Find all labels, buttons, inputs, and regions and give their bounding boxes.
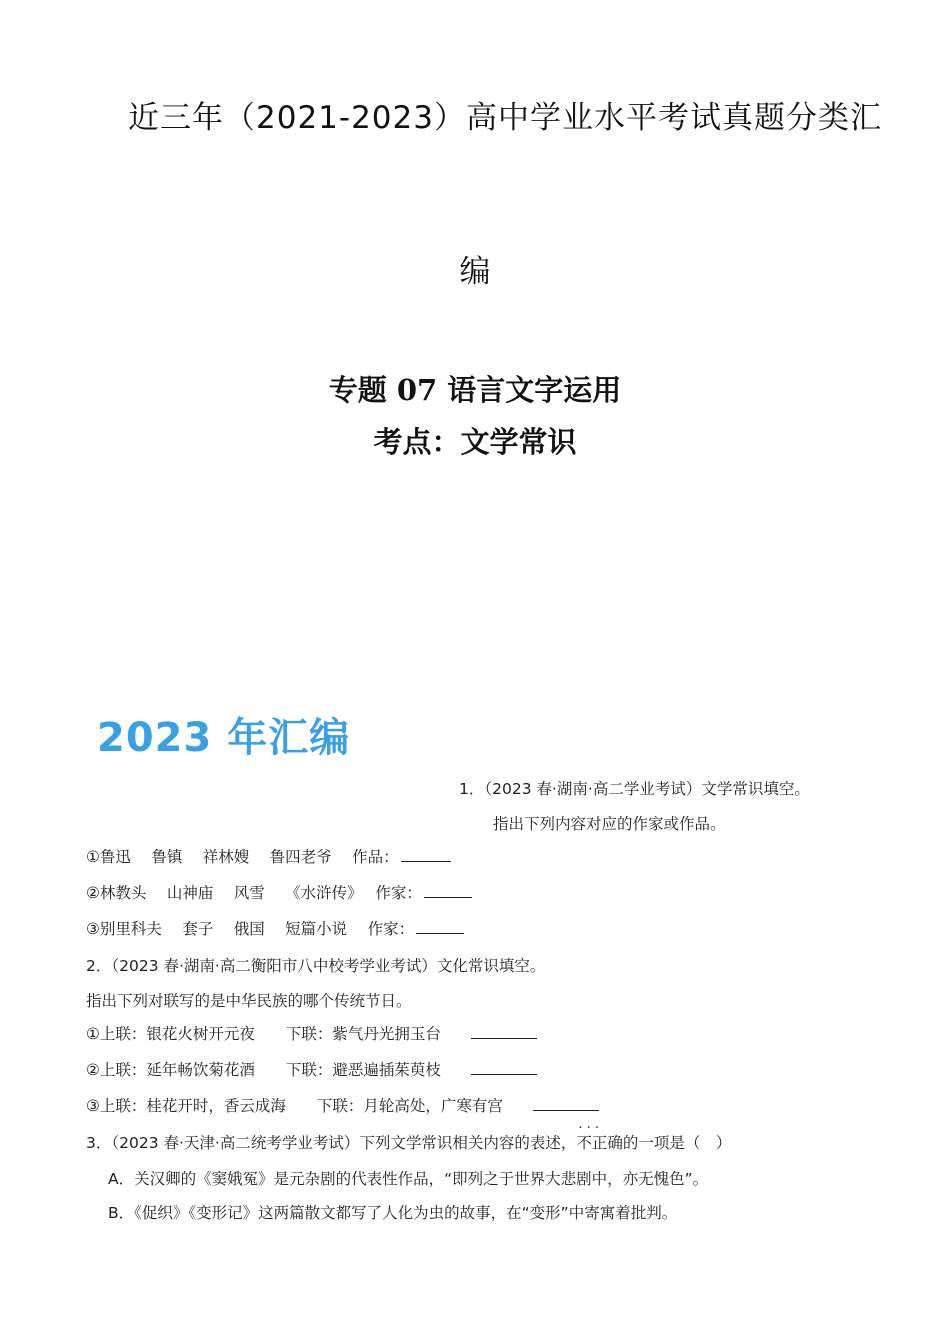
q2-stem: 2．（2023 春·湖南·高二衡阳市八中校考学业考试）文化常识填空。 xyxy=(86,957,546,975)
q2-instruction: 指出下列对联写的是中华民族的哪个传统节日。 xyxy=(86,992,412,1010)
point-heading: 考点：文学常识 xyxy=(373,425,577,459)
document-title-line2: 编 xyxy=(459,254,491,290)
answer-blank[interactable] xyxy=(471,1060,537,1075)
q3-stem: 3．（2023 春·天津·高二统考学业考试）下列文学常识相关内容的表述，· · · 不正确的一项是（ ） xyxy=(86,1131,731,1153)
q2-item-1: ①上联：银花火树开元夜 下联：紫气丹光拥玉台 xyxy=(86,1022,537,1044)
document-title-line1: 近三年（2021-2023）高中学业水平考试真题分类汇 xyxy=(128,100,882,136)
answer-blank[interactable] xyxy=(533,1096,599,1111)
topic-heading: 专题 07 语言文字运用 xyxy=(328,373,622,407)
q2-item-2: ②上联：延年畅饮菊花酒 下联：避恶遍插茱萸枝 xyxy=(86,1058,537,1080)
q1-item-1: ①鲁迅 鲁镇 祥林嫂 鲁四老爷 作品： xyxy=(86,845,451,867)
q1-stem: 1．（2023 春·湖南·高二学业考试）文学常识填空。 xyxy=(459,780,810,798)
q1-item-2: ②林教头 山神庙 风雪 《水浒传》 作家： xyxy=(86,881,472,903)
answer-blank[interactable] xyxy=(416,919,464,934)
answer-blank[interactable] xyxy=(401,847,451,862)
q2-item-3: ③上联：桂花开时，香云成海 下联：月轮高处，广寒有宫 xyxy=(86,1094,599,1116)
q3-option-a: A．关汉卿的《窦娥冤》是元杂剧的代表性作品，“即列之于世界大悲剧中，亦无愧色”。 xyxy=(108,1170,709,1188)
q1-item-3: ③别里科夫 套子 俄国 短篇小说 作家： xyxy=(86,917,464,939)
year-banner: 2023 年汇编 xyxy=(97,715,351,761)
answer-blank[interactable] xyxy=(471,1024,537,1039)
q3-option-b: B．《促织》《变形记》这两篇散文都写了人化为虫的故事，在“变形”中寄寓着批判。 xyxy=(108,1204,678,1222)
emphasis-text: · · · 不正确 xyxy=(576,1134,623,1152)
q1-instruction: 指出下列内容对应的作家或作品。 xyxy=(493,815,726,833)
answer-blank[interactable] xyxy=(424,883,472,898)
